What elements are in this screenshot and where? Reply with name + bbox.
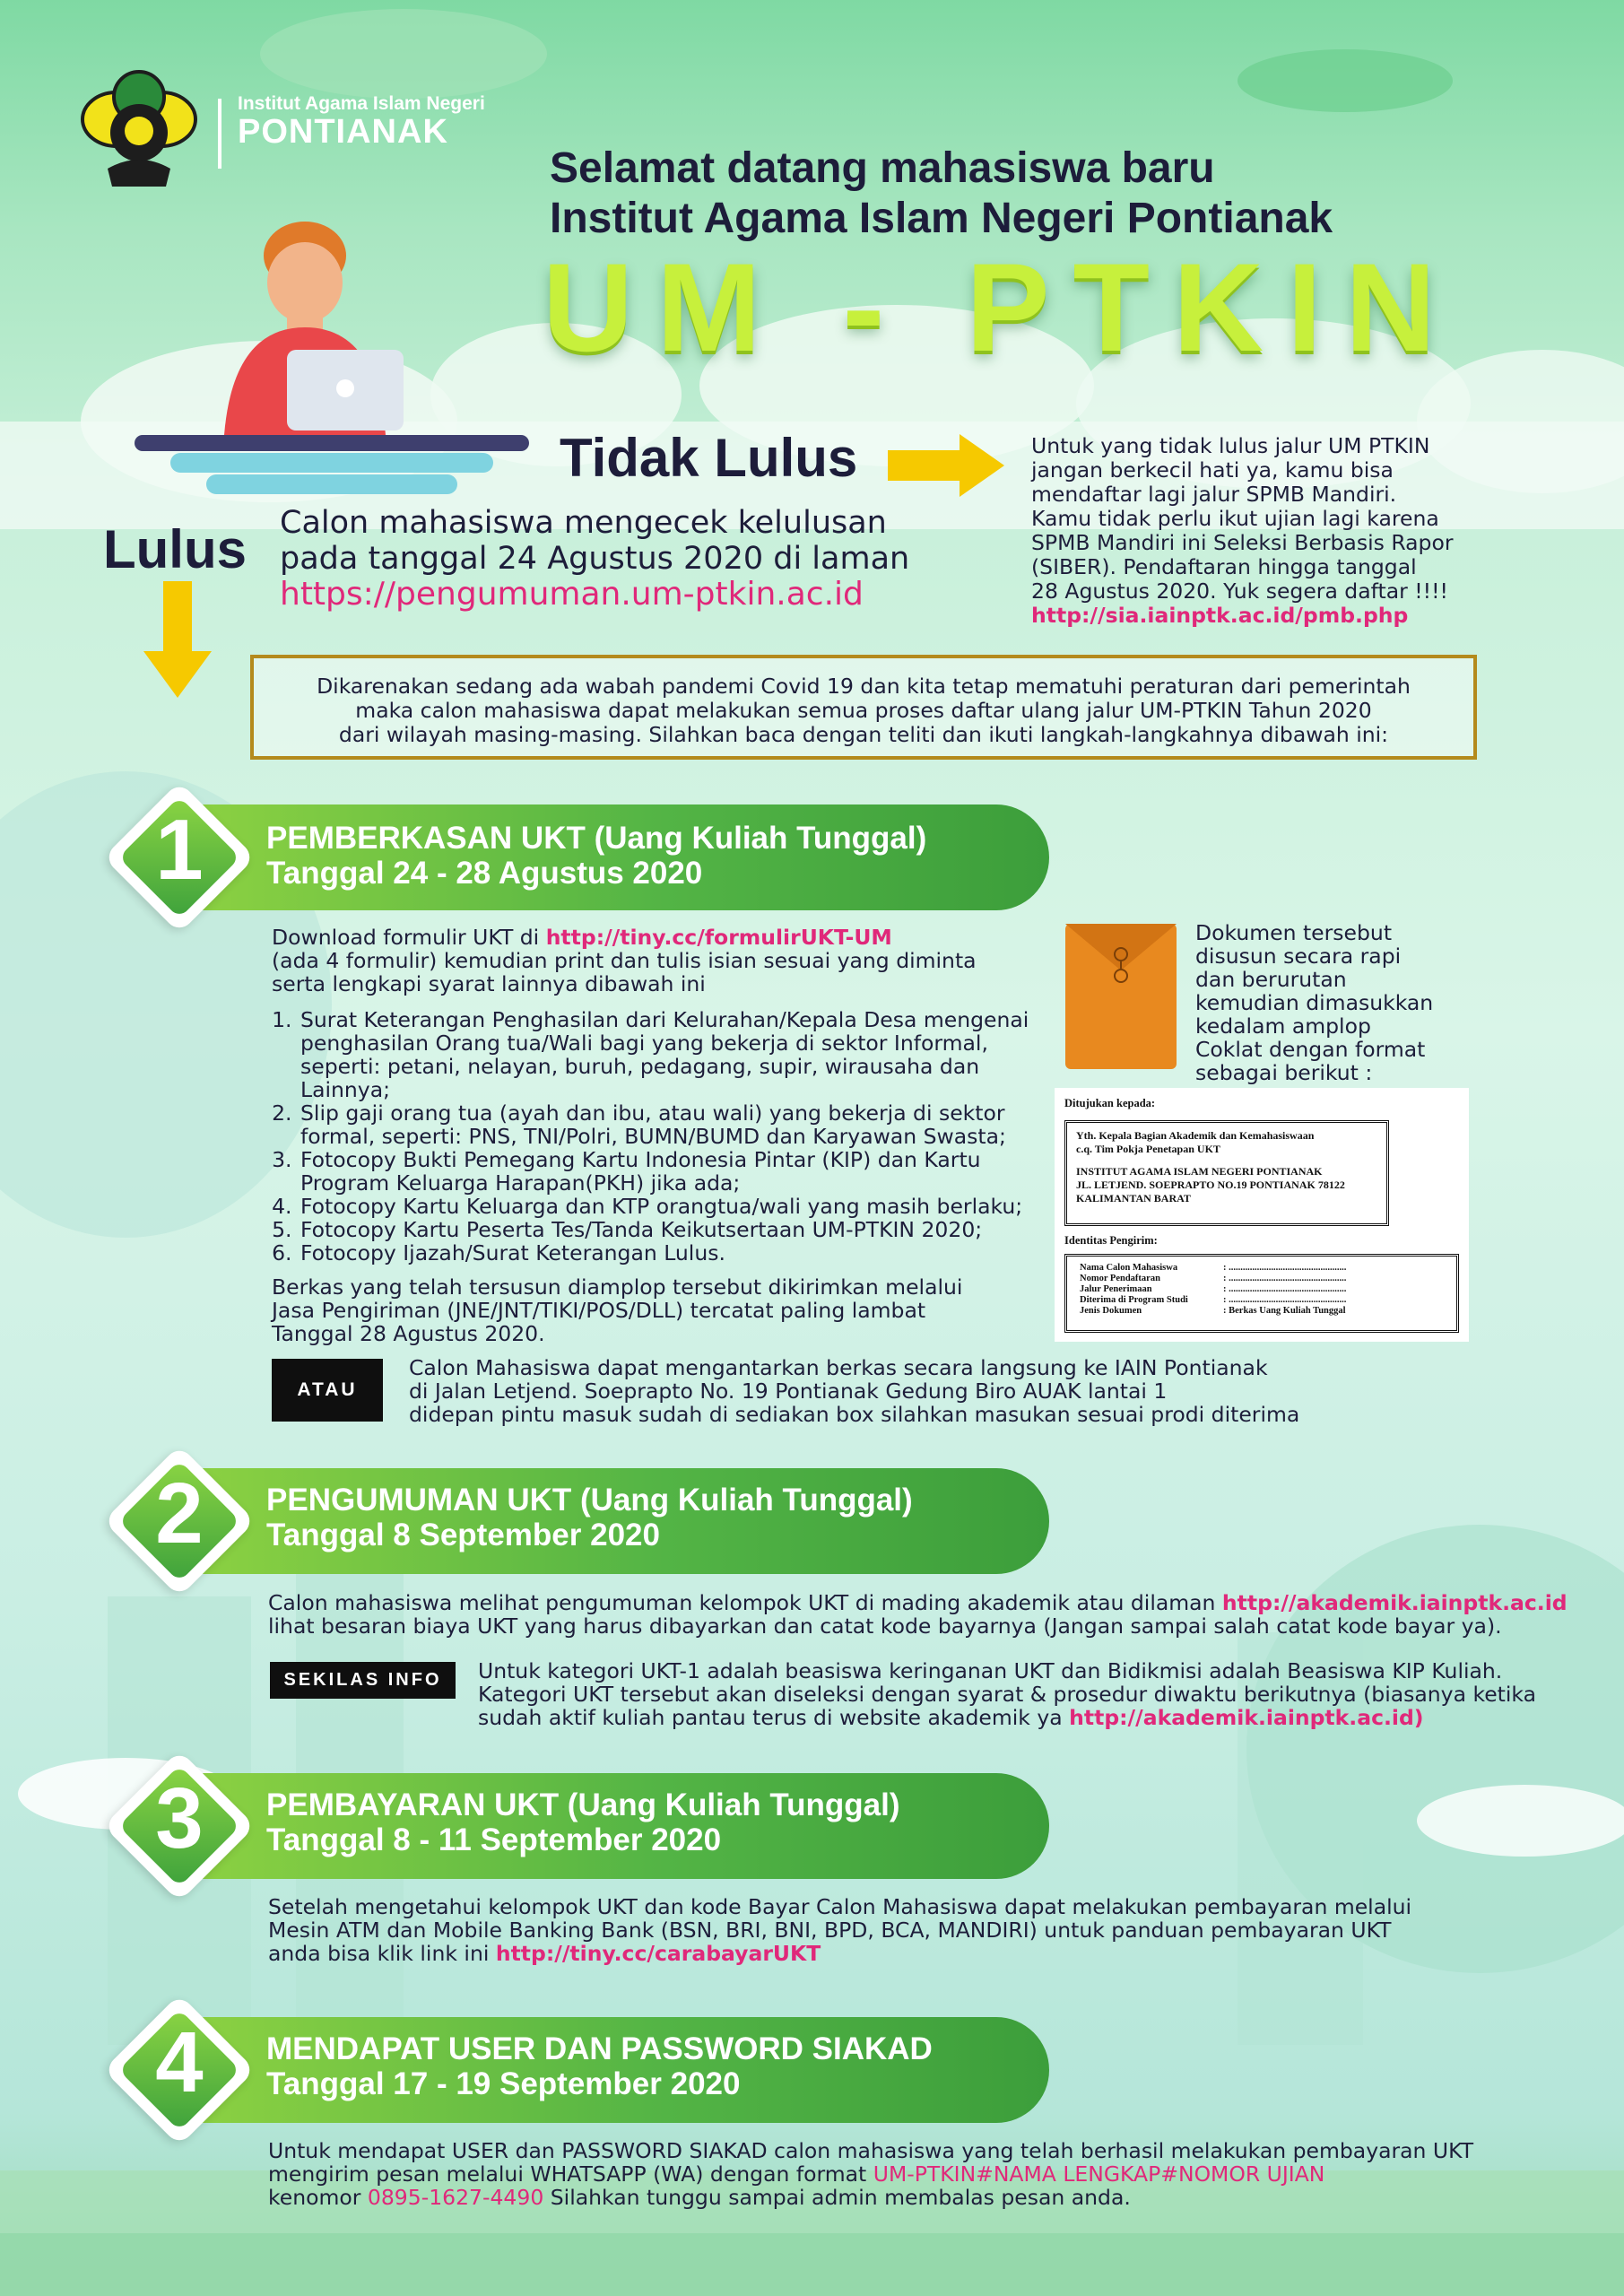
formulir-ukt-link[interactable]: http://tiny.cc/formulirUKT-UM — [545, 925, 892, 950]
step-2-badge — [103, 1445, 256, 1597]
step-3-line-2: Mesin ATM dan Mobile Banking Bank (BSN, BRI, BNI, BPD, BCA, MANDIRI) untuk panduan pembayaran UKT — [268, 1918, 1392, 1943]
requirement-item: 3. Fotocopy Bukti Pemegang Kartu Indonesia Pintar (KIP) dan Kartu Program Keluarga Harapan(PKH) jika ada; — [299, 1148, 1052, 1195]
send-line-1: Berkas yang telah tersusun diamplop tersebut dikirimkan melalui — [272, 1274, 963, 1300]
envelope-line: kedalam amplop — [1195, 1013, 1371, 1039]
notice-line-3: dari wilayah masing-masing. Silahkan baca dengan teliti dan ikuti langkah-langkahnya dibawah ini: — [338, 722, 1389, 747]
send-instructions — [272, 1275, 1061, 1345]
address-line: Yth. Kepala Bagian Akademik dan Kemahasiswaan — [1076, 1129, 1315, 1142]
lulus-title: Lulus — [103, 519, 247, 579]
sender-label: Identitas Pengirim: — [1064, 1234, 1158, 1247]
step-1-intro — [272, 926, 1061, 996]
requirements-list — [272, 1008, 1052, 1265]
sender-field-label: Nomor Pendaftaran — [1080, 1274, 1160, 1283]
step-1-title: PEMBERKASAN UKT (Uang Kuliah Tunggal) — [266, 821, 927, 856]
step-4-heading — [266, 2031, 933, 2101]
address-line: JL. LETJEND. SOEPRAPTO NO.19 PONTIANAK 78122 — [1076, 1178, 1345, 1191]
envelope-icon — [1065, 924, 1177, 1069]
welcome-line-2: Institut Agama Islam Negeri Pontianak — [550, 195, 1333, 242]
um-ptkin-title: UM - PTKIN — [543, 237, 1460, 378]
sekilas-info-text — [478, 1659, 1590, 1729]
step-3-number: 3 — [155, 1770, 204, 1866]
step-4-line-2-prefix: mengirim pesan melalui WHATSAPP (WA) dengan format — [268, 2161, 873, 2187]
envelope-description — [1195, 921, 1473, 1084]
step-2-line-2: lihat besaran biaya UKT yang harus dibayarkan dan catat kode bayarnya (Jangan sampai salah catat kode bayar ya). — [268, 1613, 1502, 1639]
step-1-heading — [266, 821, 926, 891]
step-1-date: Tanggal 24 - 28 Agustus 2020 — [266, 856, 703, 891]
sender-field-label: Diterima di Program Studi — [1080, 1295, 1188, 1305]
tidak-lulus-description — [1031, 434, 1533, 628]
envelope-line: Coklat dengan format — [1195, 1037, 1426, 1062]
akademik-info-link[interactable]: http://akademik.iainptk.ac.id) — [1069, 1705, 1424, 1730]
sender-field-value: : .................................................. — [1223, 1295, 1347, 1305]
institution-name: PONTIANAK — [238, 113, 448, 151]
address-recipient-box — [1064, 1120, 1389, 1226]
step-3-line-1: Setelah mengetahui kelompok UKT dan kode Bayar Calon Mahasiswa dapat melakukan pembayaran melalui — [268, 1894, 1412, 1919]
akademik-link[interactable]: http://akademik.iainptk.ac.id — [1221, 1590, 1568, 1615]
info-line-3-prefix: sudah aktif kuliah pantau terus di website akademik ya — [478, 1705, 1070, 1730]
envelope-line: Dokumen tersebut — [1195, 920, 1393, 945]
step-1-intro-prefix: Download formulir UKT di — [272, 925, 546, 950]
step-2-heading — [266, 1483, 913, 1552]
sender-field-value: : .................................................. — [1223, 1263, 1347, 1273]
tidak-lulus-title: Tidak Lulus — [560, 428, 858, 488]
step-1-number: 1 — [155, 802, 204, 898]
atau-line-2: di Jalan Letjend. Soeprapto No. 19 Pontianak Gedung Biro AUAK lantai 1 — [409, 1378, 1168, 1404]
logo-divider — [218, 99, 221, 169]
step-4-line-3-prefix: kenomor — [268, 2185, 368, 2210]
wa-number-highlight[interactable]: 0895-1627-4490 — [367, 2185, 544, 2210]
info-line-1: Untuk kategori UKT-1 adalah beasiswa keringanan UKT dan Bidikmisi adalah Beasiswa KIP Kuliah. — [478, 1658, 1503, 1683]
sender-field-label: Jenis Dokumen — [1080, 1306, 1142, 1316]
atau-line-1: Calon Mahasiswa dapat mengantarkan berkas secara langsung ke IAIN Pontianak — [409, 1355, 1268, 1380]
step-1-badge — [103, 781, 256, 934]
sekilas-info-badge: SEKILAS INFO — [270, 1662, 456, 1699]
atau-line-3: didepan pintu masuk sudah di sediakan box silahkan masukan sesuai prodi diterima — [409, 1402, 1300, 1427]
requirement-item: 6. Fotocopy Ijazah/Surat Keterangan Lulus. — [299, 1241, 1052, 1265]
step-3-line-3-prefix: anda bisa klik link ini — [268, 1941, 496, 1966]
welcome-line-1: Selamat datang mahasiswa baru — [550, 144, 1215, 192]
tidak-lulus-line: Kamu tidak perlu ikut ujian lagi karena — [1031, 506, 1439, 531]
step-4-number: 4 — [155, 2014, 204, 2110]
step-2-date: Tanggal 8 September 2020 — [266, 1518, 660, 1552]
step-3-description — [268, 1895, 1577, 1965]
covid-notice-box — [250, 655, 1477, 760]
iain-logo-icon — [81, 70, 197, 196]
notice-line-1: Dikarenakan sedang ada wabah pandemi Covid 19 dan kita tetap mematuhi peraturan dari pemerintah — [317, 674, 1411, 699]
pmb-link[interactable]: http://sia.iainptk.ac.id/pmb.php — [1031, 603, 1409, 628]
info-line-2: Kategori UKT tersebut akan diseleksi dengan syarat & prosedur diwaktu berikutnya (biasanya ketika — [478, 1682, 1537, 1707]
carabayar-link[interactable]: http://tiny.cc/carabayarUKT — [495, 1941, 821, 1966]
atau-description — [409, 1356, 1306, 1426]
envelope-line: disusun secara rapi — [1195, 944, 1402, 969]
sender-field-value: : Berkas Uang Kuliah Tunggal — [1223, 1306, 1346, 1316]
lulus-line-1: Calon mahasiswa mengecek kelulusan — [280, 505, 887, 541]
send-line-2: Jasa Pengiriman (JNE/JNT/TIKI/POS/DLL) tercatat paling lambat — [272, 1298, 926, 1323]
step-3-date: Tanggal 8 - 11 September 2020 — [266, 1822, 722, 1857]
step-3-title: PEMBAYARAN UKT (Uang Kuliah Tunggal) — [266, 1787, 900, 1822]
tidak-lulus-line: mendaftar lagi jalur SPMB Mandiri. — [1031, 482, 1397, 507]
arrow-down-icon — [143, 581, 212, 698]
address-to-label: Ditujukan kepada: — [1064, 1097, 1156, 1109]
step-2-line-1-prefix: Calon mahasiswa melihat pengumuman kelompok UKT di mading akademik atau dilaman — [268, 1590, 1222, 1615]
requirement-item: 4. Fotocopy Kartu Keluarga dan KTP orangtua/wali yang masih berlaku; — [299, 1195, 1052, 1218]
step-4-date: Tanggal 17 - 19 September 2020 — [266, 2066, 741, 2101]
step-4-description — [268, 2139, 1577, 2209]
step-4-line-1: Untuk mendapat USER dan PASSWORD SIAKAD calon mahasiswa yang telah berhasil melakukan pembayaran UKT — [268, 2138, 1474, 2163]
address-line: KALIMANTAN BARAT — [1076, 1192, 1191, 1205]
envelope-line: kemudian dimasukkan — [1195, 990, 1434, 1015]
address-line: c.q. Tim Pokja Penetapan UKT — [1076, 1143, 1220, 1155]
sender-field-value: : .................................................. — [1223, 1284, 1347, 1294]
tidak-lulus-line: (SIBER). Pendaftaran hingga tanggal — [1031, 554, 1417, 579]
step-2-description — [268, 1591, 1577, 1638]
sender-field-label: Jalur Penerimaan — [1080, 1284, 1152, 1294]
requirement-item: 5. Fotocopy Kartu Peserta Tes/Tanda Keikutsertaan UM-PTKIN 2020; — [299, 1218, 1052, 1241]
step-3-heading — [266, 1787, 900, 1857]
institution-subtitle: Institut Agama Islam Negeri — [238, 93, 485, 114]
step-2-title: PENGUMUMAN UKT (Uang Kuliah Tunggal) — [266, 1483, 913, 1518]
envelope-address-card — [1055, 1088, 1469, 1342]
pengumuman-link[interactable]: https://pengumuman.um-ptkin.ac.id — [280, 576, 864, 613]
step-4-badge — [103, 1994, 256, 2146]
sender-field-label: Nama Calon Mahasiswa — [1080, 1263, 1178, 1273]
sender-field-value: : .................................................. — [1223, 1274, 1347, 1283]
envelope-line: dan berurutan — [1195, 967, 1347, 992]
send-line-3: Tanggal 28 Agustus 2020. — [272, 1321, 545, 1346]
sender-identity-box — [1064, 1254, 1459, 1333]
address-line: INSTITUT AGAMA ISLAM NEGERI PONTIANAK — [1076, 1165, 1323, 1178]
lulus-description — [280, 505, 961, 613]
step-3-badge — [103, 1750, 256, 1902]
tidak-lulus-line: jangan berkecil hati ya, kamu bisa — [1031, 457, 1394, 483]
step-1-intro-line-3: serta lengkapi syarat lainnya dibawah ini — [272, 971, 706, 996]
tidak-lulus-line: 28 Agustus 2020. Yuk segera daftar !!!! — [1031, 578, 1448, 604]
lulus-line-2: pada tanggal 24 Agustus 2020 di laman — [280, 541, 910, 577]
tidak-lulus-line: SPMB Mandiri ini Seleksi Berbasis Rapor — [1031, 530, 1454, 555]
student-laptop-illustration — [135, 211, 529, 498]
step-4-title: MENDAPAT USER DAN PASSWORD SIAKAD — [266, 2031, 933, 2066]
envelope-line: sebagai berikut : — [1195, 1060, 1373, 1085]
atau-badge: ATAU — [272, 1359, 383, 1422]
step-1-intro-line-2: (ada 4 formulir) kemudian print dan tulis isian sesuai yang diminta — [272, 948, 977, 973]
requirement-item: 2. Slip gaji orang tua (ayah dan ibu, atau wali) yang bekerja di sektor formal, seperti: PNS, TNI/Polri, BUMN/BUMD dan Karyawan Swasta; — [299, 1101, 1052, 1148]
welcome-heading — [550, 144, 1333, 244]
wa-format-highlight: UM-PTKIN#NAMA LENGKAP#NOMOR UJIAN — [873, 2161, 1325, 2187]
step-4-line-3-suffix: Silahkan tunggu sampai admin membalas pesan anda. — [543, 2185, 1131, 2210]
requirement-item: 1. Surat Keterangan Penghasilan dari Kelurahan/Kepala Desa mengenai penghasilan Orang tua/Wali bagi yang bekerja di sektor Informal, seperti: petani, nelayan, buruh, pedagang, supir, wirausaha dan Lainnya; — [299, 1008, 1052, 1101]
notice-line-2: maka calon mahasiswa dapat melakukan semua proses daftar ulang jalur UM-PTKIN Tahun 2020 — [355, 698, 1372, 723]
tidak-lulus-line: Untuk yang tidak lulus jalur UM PTKIN — [1031, 433, 1430, 458]
step-2-number: 2 — [155, 1465, 204, 1561]
arrow-right-icon — [888, 434, 1004, 497]
